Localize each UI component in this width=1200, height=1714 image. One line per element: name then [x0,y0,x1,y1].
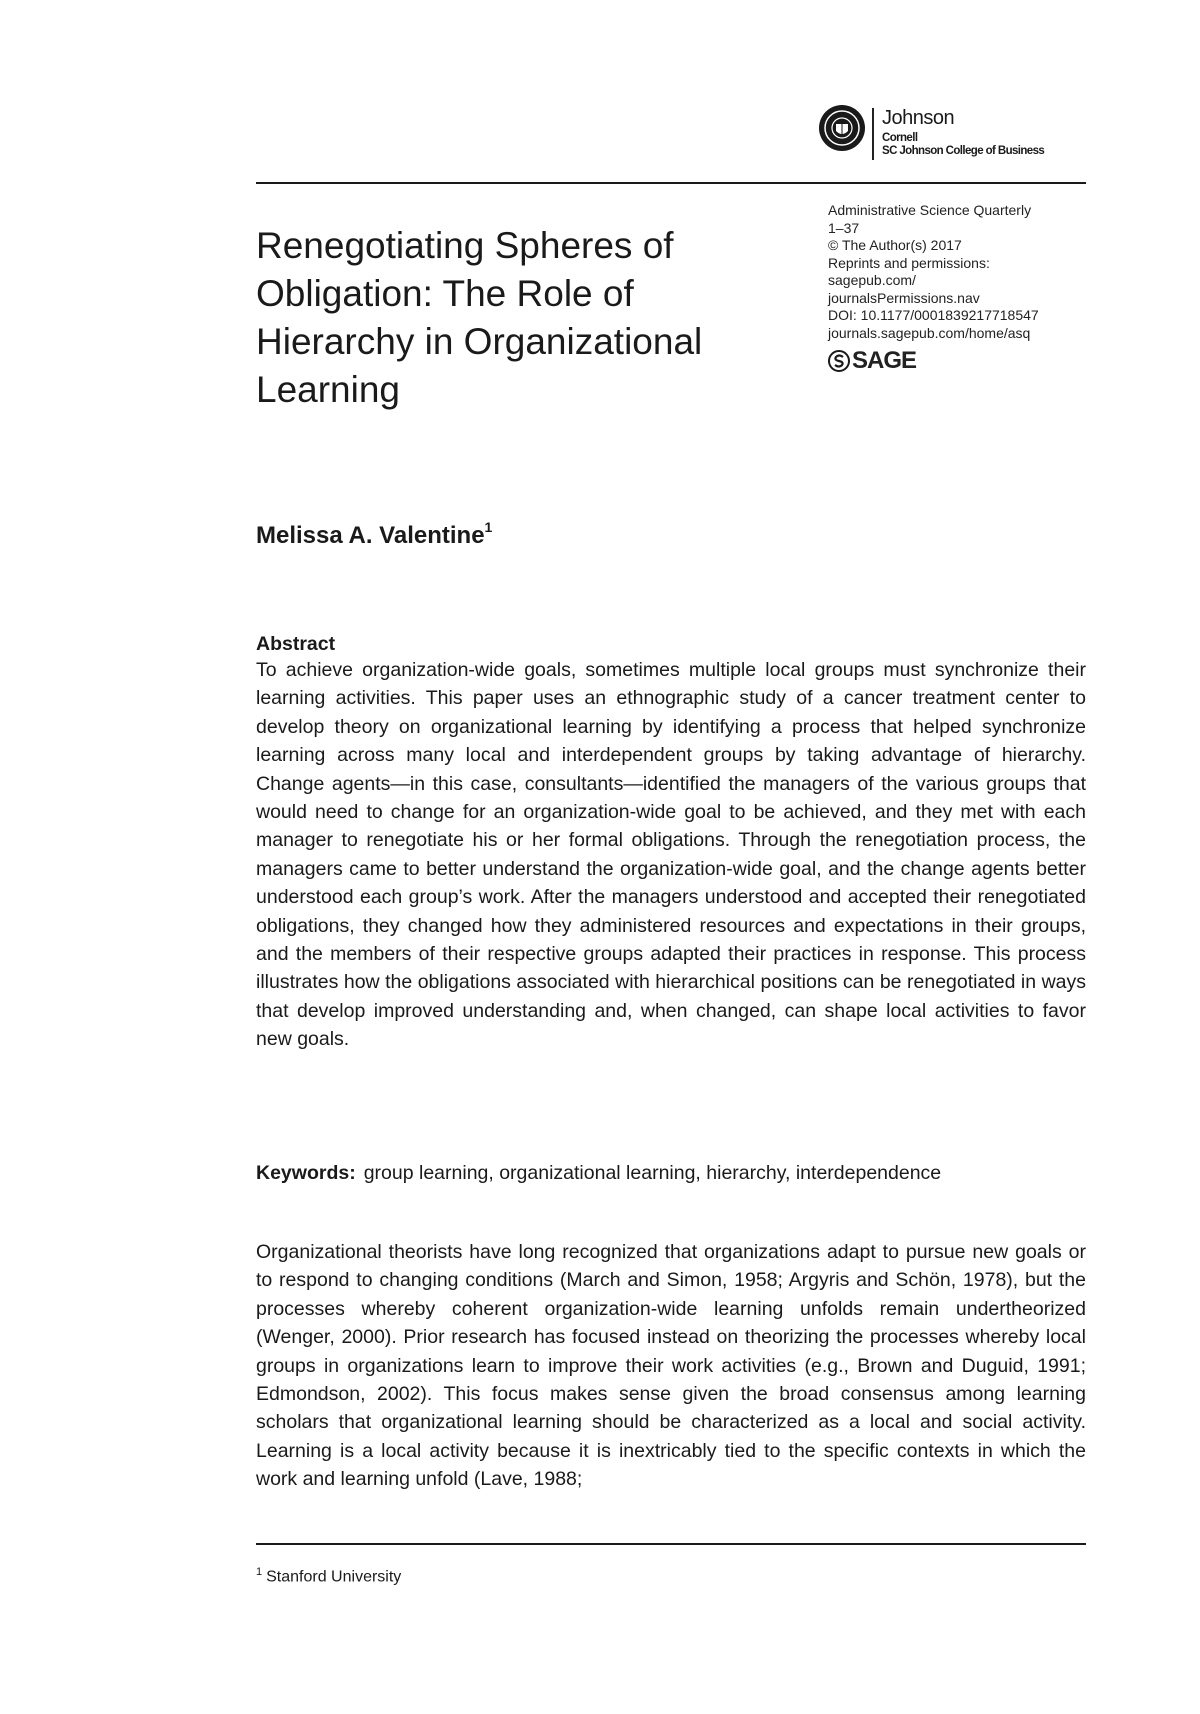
keywords-text: group learning, organizational learning, hierarchy, interdependence [363,1162,942,1184]
footnote-text: Stanford University [266,1568,402,1586]
copyright: © The Author(s) 2017 [828,237,962,253]
journal-url[interactable]: journals.sagepub.com/home/asq [828,324,1031,341]
reprints-url-2[interactable]: journalsPermissions.nav [828,289,980,306]
sage-wordmark: SAGE [852,347,917,374]
sage-logo [828,348,1093,374]
footnote [256,1562,401,1587]
header-rule [256,182,1086,184]
logo-divider [872,108,874,160]
reprints-url-1[interactable]: sagepub.com/ [828,272,916,288]
affiliation-marker: 1 [484,519,493,535]
paper-title: Renegotiating Spheres of Obligation: The Role of Hierarchy in Organizational Learning [256,225,703,410]
cornell-seal-icon [818,104,866,152]
footnote-rule [256,1543,1086,1545]
author-name: Melissa A. Valentine [256,522,485,549]
journal-name: Administrative Science Quarterly [828,202,1032,218]
logo-line-1: Cornell [882,132,918,144]
keywords-label: Keywords: [256,1162,356,1184]
doi[interactable]: DOI: 10.1177/0001839217718547 [828,307,1039,323]
johnson-logo [818,104,1098,160]
sage-s-icon [828,350,850,372]
abstract-heading: Abstract [256,633,336,655]
page-range: 1–37 [828,219,860,236]
reprints-label: Reprints and permissions: [828,254,990,271]
author-line [256,514,492,551]
logo-line-2: SC Johnson College of Business [882,145,1045,157]
footnote-marker: 1 [256,1566,263,1578]
journal-meta [828,202,1093,374]
abstract-text: To achieve organization-wide goals, sometimes multiple local groups must synchronize their learning activities. This paper uses an ethnographic study of a cancer treatment center to develop theory on organizational learning by identifying a process that helped synchronize learning across many local and interdependent groups by taking advantage of hierarchy. Change agents—in this case, consultants—identified the managers of the various groups that would need to change for an organization-wide goal to be achieved, and they met with each manager to renegotiate his or her formal obligations. Through the renegotiation process, the managers came to better understand the organization-wide goal, and the change agents better understood each group’s work. After the managers understood and accepted their renegotiated obligations, they changed how they administered resources and expectations in their groups, and the members of their respective groups adapted their practices in response. This process illustrates how the obligations associated with hierarchical positions can be renegotiated in ways that develop improved understanding and, when changed, can shape local activities to favor new goals. [256,659,1086,1051]
keywords-line [256,1160,1086,1186]
body-paragraph: Organizational theorists have long recognized that organizations adapt to pursue new goals or to respond to changing conditions (March and Simon, 1958; Argyris and Schön, 1978), but the processes whereby coherent organization-wide learning unfolds remain undertheorized (Wenger, 2000). Prior research has focused instead on theorizing the processes whereby local groups in organizations learn to improve their work activities (e.g., Brown and Duguid, 1991; Edmondson, 2002). This focus makes sense given the broad consensus among learning scholars that organizational learning should be characterized as a local and social activity. Learning is a local activity because it is inextricably tied to the specific contexts in which the work and learning unfold (Lave, 1988; [256,1241,1086,1491]
logo-name: Johnson [882,107,955,129]
